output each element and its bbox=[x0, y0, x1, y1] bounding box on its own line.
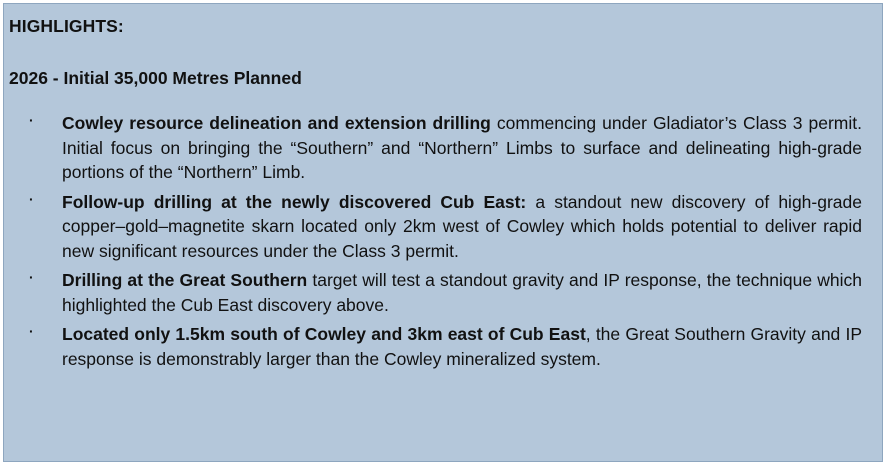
bullet-bold-text: Located only 1.5km south of Cowley and 3km east of Cub East bbox=[62, 324, 586, 344]
list-item bbox=[29, 322, 862, 371]
bullet-bold-text: Follow-up drilling at the newly discovered Cub East: bbox=[62, 191, 527, 212]
bullet-text: target will test a standout gravity and IP response, the technique which highlighted the Cub East discovery above. bbox=[62, 270, 862, 315]
bullet-bold-text: Cowley resource delineation and extension drilling bbox=[62, 113, 491, 133]
bullet-icon: · bbox=[29, 190, 34, 207]
drilling-plan-subheading: 2026 - Initial 35,000 Metres Planned bbox=[9, 68, 302, 88]
list-item bbox=[29, 111, 862, 185]
list-item bbox=[29, 190, 862, 264]
bullet-icon: · bbox=[29, 112, 34, 128]
bullet-text: , the Great Southern Gravity and IP response is demonstrably larger than the Cowley mineralized system. bbox=[62, 324, 863, 369]
highlights-panel bbox=[3, 3, 883, 462]
bullet-text: commencing under Gladiator’s Class 3 permit. Initial focus on bringing the “Southern” and “Northern” Limbs to surface and delineating high-grade portions of the “Northern” Limb. bbox=[62, 113, 862, 182]
bullet-icon: · bbox=[29, 269, 34, 285]
bullet-text: a standout new discovery of high-grade copper–gold–magnetite skarn located only 2km west of Cowley which holds potential to deliver rapid new significant resources under the Class 3 permit. bbox=[62, 191, 862, 261]
list-item bbox=[29, 268, 862, 317]
highlights-list bbox=[29, 111, 862, 376]
bullet-bold-text: Drilling at the Great Southern bbox=[62, 270, 308, 290]
highlights-heading: HIGHLIGHTS: bbox=[9, 16, 124, 36]
bullet-icon: · bbox=[29, 323, 34, 339]
